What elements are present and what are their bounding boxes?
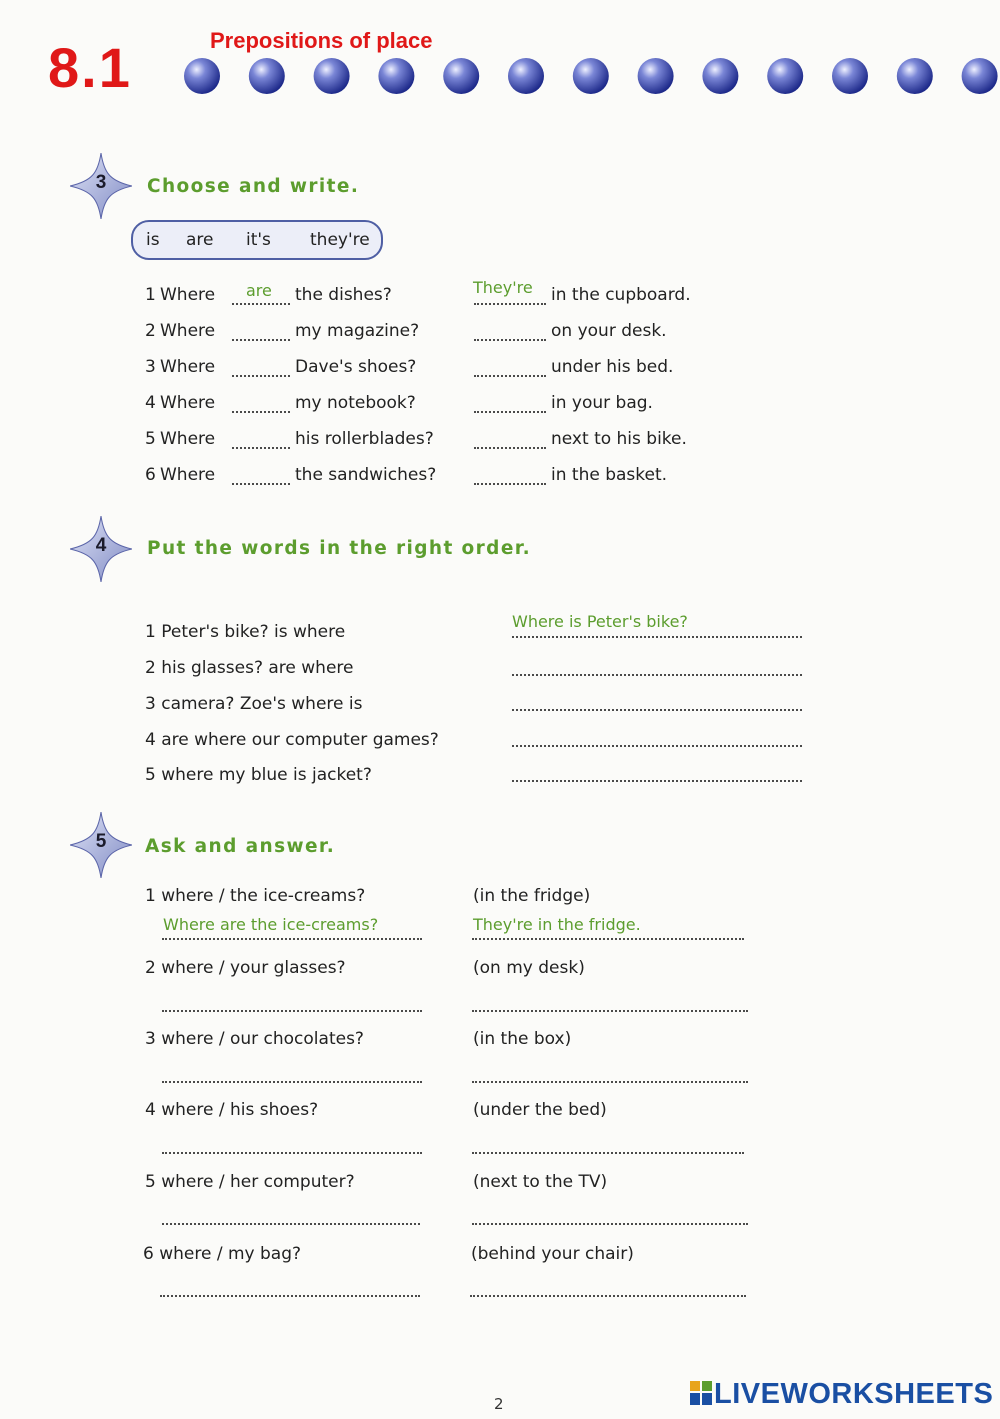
ex3-where: Where — [160, 429, 216, 449]
decorative-dot — [897, 58, 933, 94]
decorative-dot — [638, 58, 674, 94]
ex3-blank-3b[interactable] — [474, 375, 546, 377]
ex5-question-blank-2[interactable] — [162, 1010, 422, 1012]
ex3-question-rest: my notebook? — [295, 393, 416, 413]
decorative-dot — [767, 58, 803, 94]
ex5-question-blank-4[interactable] — [162, 1152, 422, 1154]
ex3-question-rest: the sandwiches? — [295, 465, 437, 485]
ex3-where: Where — [160, 321, 216, 341]
ex3-where: Where — [160, 393, 216, 413]
ex5-question-answer-1: Where are the ice-creams? — [163, 915, 379, 934]
ex5-prompt: 4 where / his shoes? — [145, 1100, 319, 1120]
ex3-answer-rest: in your bag. — [551, 393, 653, 413]
ex3-question-rest: Dave's shoes? — [295, 357, 417, 377]
word-bank-item: are — [186, 230, 214, 250]
ex5-hint: (in the box) — [473, 1029, 572, 1049]
ex5-hint: (on my desk) — [473, 958, 585, 978]
ex5-answer-blank-5[interactable] — [472, 1223, 748, 1225]
ex3-answer-rest: on your desk. — [551, 321, 667, 341]
ex5-prompt: 1 where / the ice-creams? — [145, 886, 366, 906]
decorative-dot — [573, 58, 609, 94]
ex3-blank-6b[interactable] — [474, 483, 546, 485]
ex3-answer-rest: in the cupboard. — [551, 285, 691, 305]
exercise-3-number: 3 — [95, 172, 107, 193]
ex4-prompt: 2 his glasses? are where — [145, 658, 354, 678]
ex3-item-number: 1 — [145, 285, 156, 305]
ex5-question-blank-3[interactable] — [162, 1081, 422, 1083]
ex3-item-number: 3 — [145, 357, 156, 377]
ex5-hint: (next to the TV) — [473, 1172, 608, 1192]
ex3-question-rest: my magazine? — [295, 321, 420, 341]
ex5-prompt: 2 where / your glasses? — [145, 958, 346, 978]
page-number: 2 — [494, 1395, 504, 1413]
ex4-blank-5[interactable] — [512, 780, 802, 782]
liveworksheets-grid-icon — [690, 1381, 712, 1405]
ex5-hint: (under the bed) — [473, 1100, 607, 1120]
ex4-blank-2[interactable] — [512, 674, 802, 676]
decorative-dot — [249, 58, 285, 94]
ex5-answer-blank-3[interactable] — [472, 1081, 748, 1083]
ex5-question-blank-6[interactable] — [160, 1295, 420, 1297]
ex3-blank-2b[interactable] — [474, 339, 546, 341]
decorative-dot — [962, 58, 998, 94]
ex3-answer-1a: are — [246, 281, 272, 300]
ex4-blank-4[interactable] — [512, 745, 802, 747]
ex3-question-rest: his rollerblades? — [295, 429, 434, 449]
word-bank-item: is — [146, 230, 160, 250]
exercise-5-number: 5 — [95, 831, 107, 852]
exercise-3-title: Choose and write. — [147, 176, 360, 197]
ex3-blank-5a[interactable] — [232, 447, 290, 449]
ex3-item-number: 6 — [145, 465, 156, 485]
exercise-4-title: Put the words in the right order. — [147, 538, 532, 559]
ex3-answer-rest: next to his bike. — [551, 429, 687, 449]
ex3-item-number: 4 — [145, 393, 156, 413]
ex5-prompt: 6 where / my bag? — [143, 1244, 302, 1264]
ex5-question-blank-1[interactable] — [162, 938, 422, 940]
ex3-item-number: 5 — [145, 429, 156, 449]
ex3-blank-4a[interactable] — [232, 411, 290, 413]
liveworksheets-logo[interactable] — [690, 1378, 993, 1411]
exercise-5-title: Ask and answer. — [145, 836, 336, 857]
ex4-prompt: 1 Peter's bike? is where — [145, 622, 346, 642]
decorative-dot — [508, 58, 544, 94]
ex3-answer-1b: They're — [473, 278, 533, 297]
ex5-answer-blank-2[interactable] — [472, 1010, 748, 1012]
ex3-blank-2a[interactable] — [232, 339, 290, 341]
word-bank — [131, 220, 383, 260]
ex3-question-rest: the dishes? — [295, 285, 392, 305]
ex5-answer-blank-1[interactable] — [472, 938, 744, 940]
unit-number: 8.1 — [48, 36, 132, 99]
ex4-prompt: 4 are where our computer games? — [145, 730, 439, 750]
ex4-prompt: 3 camera? Zoe's where is — [145, 694, 363, 714]
ex5-answer-blank-4[interactable] — [472, 1152, 744, 1154]
ex5-answer-answer-1: They're in the fridge. — [473, 915, 641, 934]
brand-text: LIVEWORKSHEETS — [714, 1378, 994, 1410]
ex5-question-blank-5[interactable] — [162, 1223, 420, 1225]
ex5-prompt: 3 where / our chocolates? — [145, 1029, 364, 1049]
ex3-blank-5b[interactable] — [474, 447, 546, 449]
ex3-blank-6a[interactable] — [232, 483, 290, 485]
decorative-dot — [443, 58, 479, 94]
ex3-blank-3a[interactable] — [232, 375, 290, 377]
ex4-blank-1[interactable] — [512, 636, 802, 638]
decorative-dot — [832, 58, 868, 94]
exercise-4-number: 4 — [95, 535, 107, 556]
decorative-dot — [314, 58, 350, 94]
ex5-answer-blank-6[interactable] — [470, 1295, 746, 1297]
ex3-blank-4b[interactable] — [474, 411, 546, 413]
ex3-item-number: 2 — [145, 321, 156, 341]
word-bank-item: it's — [246, 230, 271, 250]
ex3-where: Where — [160, 465, 216, 485]
ex4-answer-1: Where is Peter's bike? — [512, 612, 688, 631]
ex4-prompt: 5 where my blue is jacket? — [145, 765, 372, 785]
ex5-prompt: 5 where / her computer? — [145, 1172, 355, 1192]
ex3-blank-1a[interactable] — [232, 303, 290, 305]
unit-title: Prepositions of place — [210, 28, 433, 53]
ex5-hint: (behind your chair) — [471, 1244, 634, 1264]
ex5-hint: (in the fridge) — [473, 886, 591, 906]
decorative-dots — [178, 56, 1000, 96]
word-bank-item: they're — [310, 230, 370, 250]
ex4-blank-3[interactable] — [512, 709, 802, 711]
ex3-answer-rest: under his bed. — [551, 357, 674, 377]
ex3-blank-1b[interactable] — [474, 303, 546, 305]
decorative-dot — [184, 58, 220, 94]
decorative-dot — [378, 58, 414, 94]
ex3-where: Where — [160, 357, 216, 377]
ex3-answer-rest: in the basket. — [551, 465, 668, 485]
ex3-where: Where — [160, 285, 216, 305]
decorative-dot — [702, 58, 738, 94]
